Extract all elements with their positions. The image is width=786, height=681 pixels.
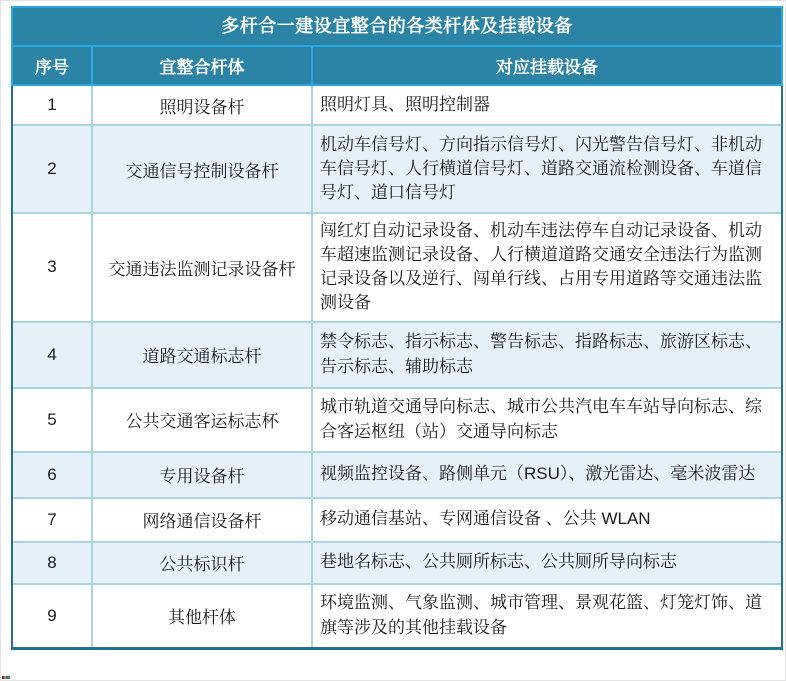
row-index-cell: 1 (13, 86, 93, 124)
table-row (13, 212, 781, 321)
artifact-dot-green (8, 676, 10, 679)
header-pole-type: 宜整合杆体 (93, 47, 313, 84)
row-index-cell: 6 (13, 453, 93, 497)
row-index-cell: 4 (13, 323, 93, 387)
row-index-cell: 9 (13, 585, 93, 647)
devices-cell: 机动车信号灯、方向指示信号灯、闪光警告信号灯、非机动车信号灯、人行横道信号灯、道路交通流检测设备、车道信号灯、道口信号灯 (320, 134, 762, 203)
table-row (13, 451, 781, 497)
pole-name-cell: 网络通信设备杆 (93, 499, 313, 541)
header-index: 序号 (13, 47, 93, 84)
integration-table (11, 6, 783, 650)
row-index-cell: 7 (13, 499, 93, 541)
devices-cell: 视频监控设备、路侧单元（RSU）、激光雷达、毫米波雷达 (320, 464, 756, 484)
pole-name-cell: 交通信号控制设备杆 (93, 126, 313, 212)
pole-name-cell: 交通违法监测记录设备杆 (93, 214, 313, 321)
table-row (13, 541, 781, 583)
table-row (13, 497, 781, 541)
pole-name-cell: 照明设备杆 (93, 86, 313, 124)
devices-cell: 禁令标志、指示标志、警告标志、指路标志、旅游区标志、告示标志、辅助标志 (320, 332, 762, 376)
table-row (13, 124, 781, 212)
corner-artifact (2, 676, 10, 679)
devices-cell: 环境监测、气象监测、城市管理、景观花篮、灯笼灯饰、道旗等涉及的其他挂载设备 (320, 593, 762, 637)
row-index-cell: 2 (13, 126, 93, 212)
row-index-cell: 8 (13, 543, 93, 583)
table-title: 多杆合一建设宜整合的各类杆体及挂载设备 (11, 6, 783, 47)
devices-cell: 城市轨道交通导向标志、城市公共汽电车车站导向标志、综合客运枢纽（站）交通导向标志 (320, 397, 762, 441)
devices-cell: 移动通信基站、专网通信设备 、公共 WLAN (320, 509, 651, 529)
devices-cell: 巷地名标志、公共厕所标志、公共厕所导向标志 (320, 552, 677, 572)
header-mounted-devices: 对应挂载设备 (496, 58, 598, 77)
pole-name-cell: 公共标识杆 (93, 543, 313, 583)
pole-name-cell: 道路交通标志杆 (93, 323, 313, 387)
table-header (11, 47, 783, 86)
table-row (13, 583, 781, 647)
pole-name-cell: 公共交通客运标志杯 (93, 389, 313, 451)
pole-name-cell: 其他杆体 (93, 585, 313, 647)
row-index-cell: 3 (13, 214, 93, 321)
table-body (11, 86, 783, 650)
devices-cell: 照明灯具、照明控制器 (320, 94, 490, 114)
row-index-cell: 5 (13, 389, 93, 451)
table-row (13, 387, 781, 451)
table-row (13, 321, 781, 387)
devices-cell: 闯红灯自动记录设备、机动车违法停车自动记录设备、机动车超速监测记录设备、人行横道道路交通安全违法行为监测记录设备以及逆行、闯单行线、占用专用道路等交通违法监测设备 (320, 221, 762, 313)
pole-name-cell: 专用设备杆 (93, 453, 313, 497)
table-row (13, 86, 781, 124)
